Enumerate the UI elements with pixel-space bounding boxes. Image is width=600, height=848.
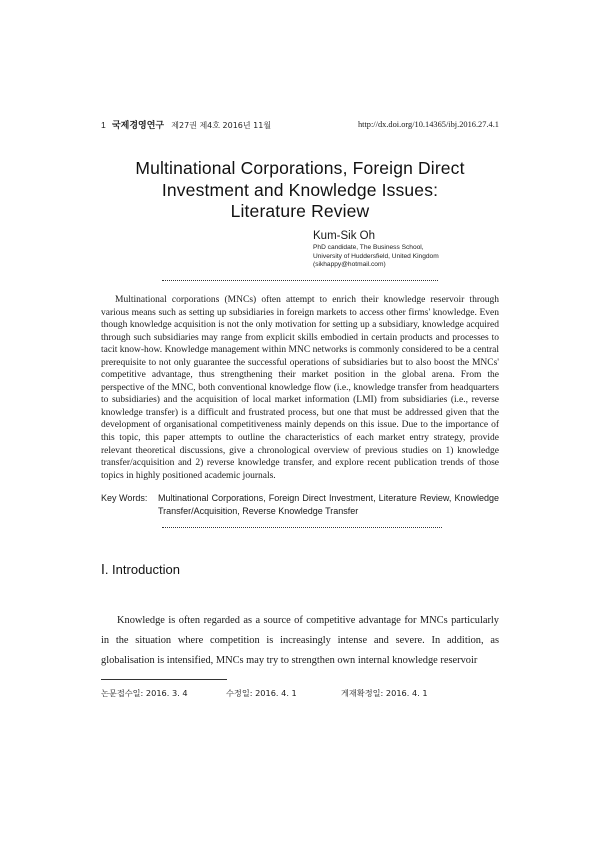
keywords-text: Multinational Corporations, Foreign Direct Investment, Literature Review, Knowledge Transfer/Acquisition, Reverse Knowledge Transfer (158, 493, 499, 516)
issue-info: 제27권 제4호 2016년 11월 (171, 121, 272, 130)
author-name: Kum-Sik Oh (313, 230, 375, 242)
author-block (313, 229, 513, 270)
title-line: Investment and Knowledge Issues: (161, 179, 439, 200)
author-email: (sikhappy@hotmail.com) (313, 261, 386, 269)
title-line: Literature Review (230, 201, 370, 221)
author-affiliation: University of Huddersfield, United Kingdom (313, 252, 439, 260)
submission-dates (101, 686, 499, 700)
title-line: Multinational Corporations, Foreign Direct (135, 158, 465, 178)
journal-name: 국제경영연구 (111, 121, 165, 131)
keywords-label: Key Words: (101, 493, 148, 503)
doi-link[interactable]: http://dx.doi.org/10.14365/ibj.2016.27.4.1 (357, 120, 499, 129)
revised-date: 수정일: 2016. 4. 1 (226, 688, 297, 698)
dotted-divider-bottom (162, 527, 442, 528)
received-date: 논문접수일: 2016. 3. 4 (101, 688, 188, 698)
dotted-divider-top (162, 280, 438, 281)
accepted-date: 게재확정일: 2016. 4. 1 (341, 688, 428, 698)
abstract-text: Multinational corporations (MNCs) often attempt to enrich their knowledge reservoir through various means such as setting up subsidiaries in foreign markets to access other firms' knowledge. Even though knowledge acquisition is not the only motivation for setting up a subsidiary, knowledge acquired through such subsidiaries may range from explicit skills embodied in certain products and processes to tacit know-how. Knowledge management within MNC networks is commonly considered to be a central prerequisite to not only guarantee the successful operations of subsidiaries but to also boost the MNCs' competitive advantage, thus strengthening their market position in the global arena. From the perspective of the MNC, both conventional knowledge flow (i.e., knowledge transfer from headquarters to subsidiaries) and the acquisition of local market information (LMI) from subsidiaries (i.e., reverse knowledge transfer) is a difficult and frustrated process, but one that must be addressed given that the development of organisational competitiveness mainly depends on this issue. Due to the importance of this topic, this paper attempts to outline the characteristics of each market entry strategy, provide relevant theoretical discussions, give a chronological overview of previous studies on 1) knowledge transfer/acquisition and 2) reverse knowledge transfer, and explore recent publication trends of those topics in highly positioned academic journals. (101, 295, 499, 481)
paper-title (100, 158, 500, 223)
body-paragraph: Knowledge is often regarded as a source of competitive advantage for MNCs particularly in the situation where competition is increasingly intense and severe. In addition, as globalisation is intensified, MNCs may try to strengthen own internal knowledge reservoir (101, 615, 499, 666)
author-affiliation: PhD candidate, The Business School, (313, 244, 424, 251)
running-header (101, 118, 499, 132)
section-heading: Ⅰ. Introduction (101, 562, 180, 577)
footnote-rule (101, 679, 227, 680)
page-number: 1 (101, 120, 106, 130)
